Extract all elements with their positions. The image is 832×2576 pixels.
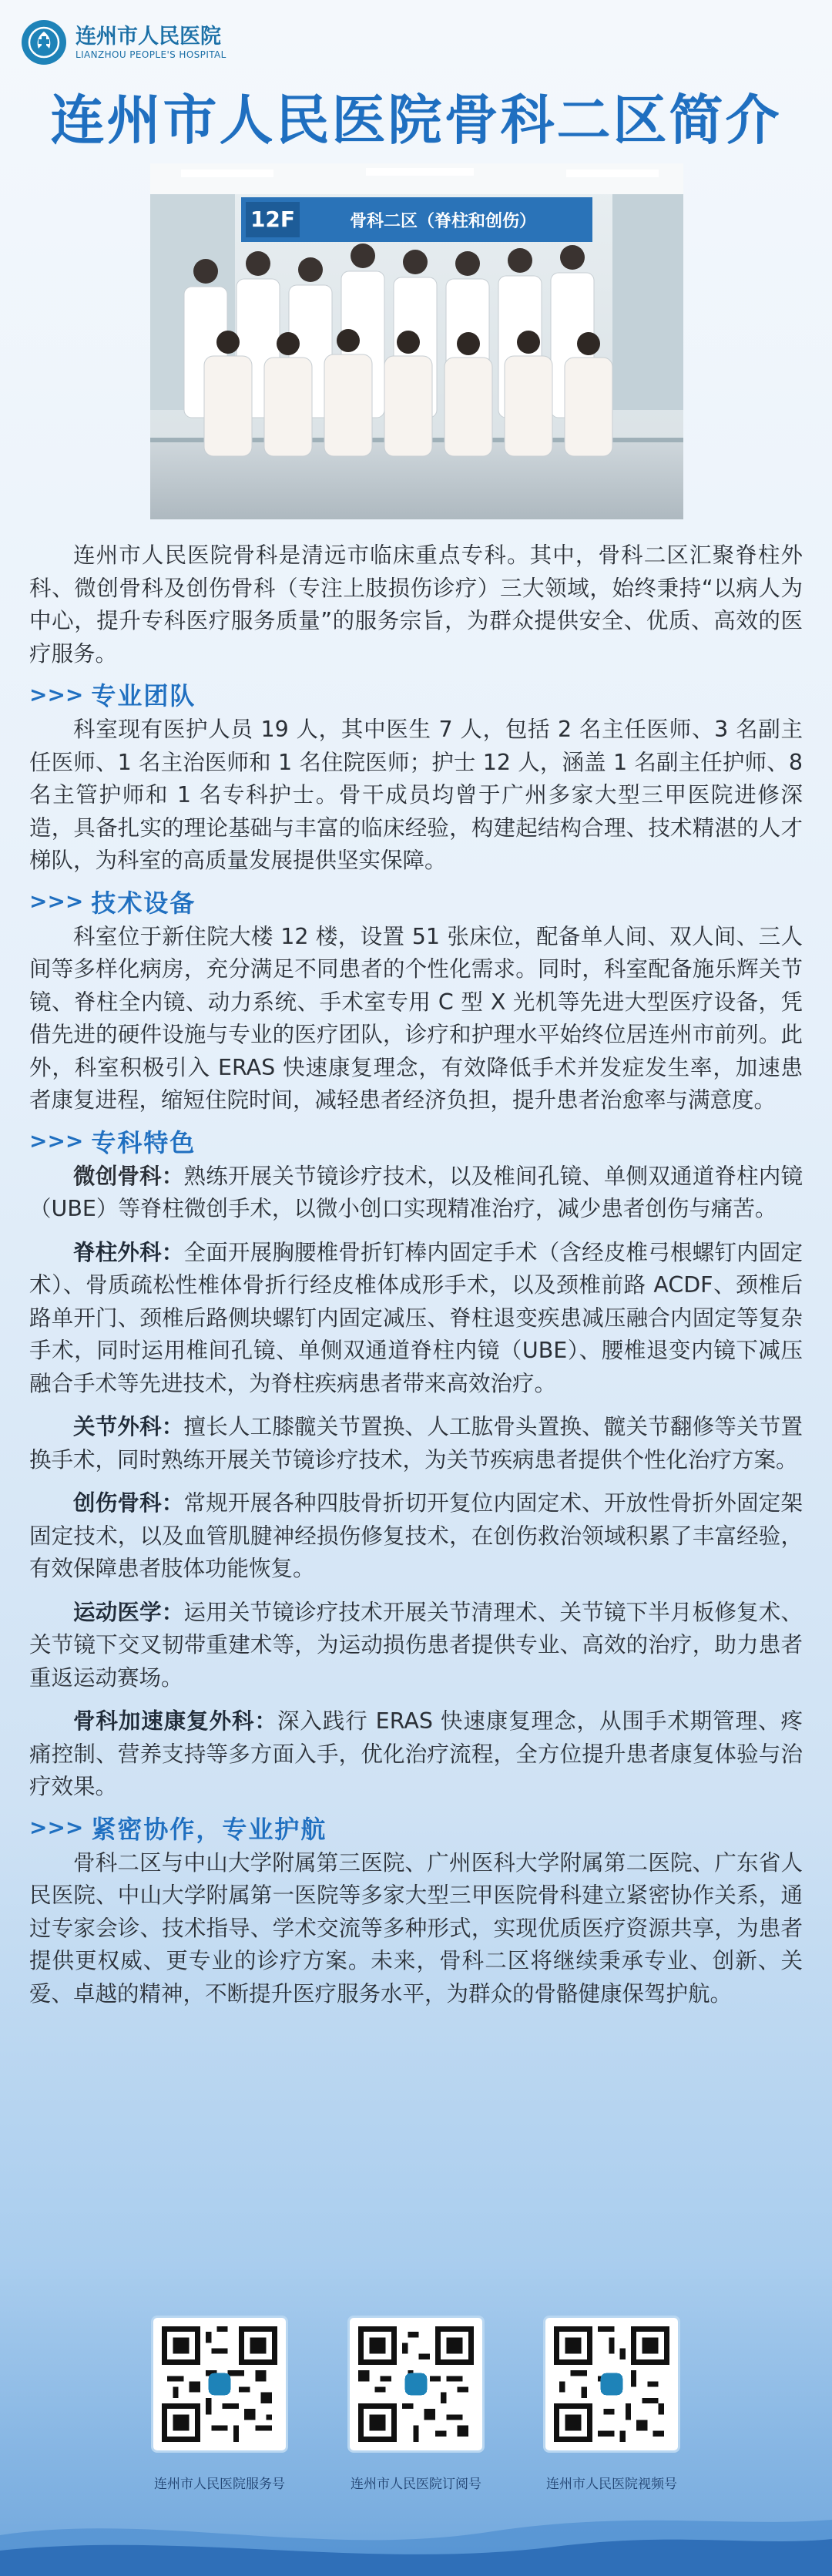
- page-title: 连州市人民医院骨科二区简介: [50, 89, 782, 152]
- section-title-team: 专业团队: [91, 681, 196, 710]
- section-header-specialty: [29, 1122, 803, 1160]
- hospital-logo-icon: [22, 20, 66, 65]
- qr-caption: 连州市人民医院服务号: [154, 2477, 285, 2492]
- equipment-paragraph: 科室位于新住院大楼 12 楼，设置 51 张床位，配备单人间、双人间、三人间等多样化病房，充分满足不同患者的个性化需求。同时，科室配备施乐辉关节镜、脊柱全内镜、动力系统、手术室专用 C 型 X 光机等先进大型医疗设备，凭借先进的硬件设施与专业的医疗团队，诊疗和护理水平始终位居连州市前列。此外，科室积极引入 ERAS 快速康复理念，有效降低手术并发症发生率，加速患者康复进程，缩短住院时间，减轻患者经济负担，提升患者治愈率与满意度。: [29, 923, 803, 1113]
- specialty-label: 骨科加速康复外科：: [73, 1708, 277, 1734]
- section-header-team: [29, 675, 803, 714]
- cooperation-paragraph: 骨科二区与中山大学附属第三医院、广州医科大学附属第二医院、广东省人民医院、中山大学附属第一医院等多家大型三甲医院骨科建立紧密协作关系，通过专家会诊、技术指导、学术交流等多种形式，实现优质医疗资源共享，为患者提供更权威、更专业的诊疗方案。未来，骨科二区将继续秉承专业、创新、关爱、卓越的精神，不断提升医疗服务水平，为群众的骨骼健康保驾护航。: [29, 1849, 803, 2007]
- logo-chinese-name: 连州市人民医院: [75, 25, 221, 49]
- section-arrow-icon: >>>: [29, 681, 84, 707]
- specialty-text: 熟练开展关节镜诊疗技术，以及椎间孔镜、单侧双通道脊柱内镜（UBE）等脊柱微创手术，以微小创口实现精准治疗，减少患者创伤与痛苦。: [29, 1163, 803, 1221]
- specialty-item: [29, 1160, 803, 1226]
- section-header-equipment: [29, 882, 803, 921]
- section-title-equipment: 技术设备: [91, 888, 196, 918]
- qr-caption: 连州市人民医院订阅号: [351, 2477, 481, 2492]
- qr-caption: 连州市人民医院视频号: [546, 2477, 677, 2492]
- specialty-item: [29, 1705, 803, 1804]
- ward-sign: 骨科二区（脊柱和创伤）: [349, 212, 537, 231]
- team-paragraph: 科室现有医护人员 19 人，其中医生 7 人，包括 2 名主任医师、3 名副主任医师、1 名主治医师和 1 名住院医师；护士 12 人，涵盖 1 名副主任护师、8 名主管护师和 1 名专科护士。骨干成员均曾于广州多家大型三甲医院进修深造，具备扎实的理论基础与丰富的临床经验，构建起结构合理、技术精湛的人才梯队，为科室的高质量发展提供坚实保障。: [29, 717, 803, 873]
- section-title-specialty: 专科特色: [91, 1127, 196, 1157]
- section-arrow-icon: >>>: [29, 1128, 84, 1154]
- specialty-text: 擅长人工膝髋关节置换、人工肱骨头置换、髋关节翻修等关节置换手术，同时熟练开展关节镜诊疗技术，为关节疾病患者提供个性化治疗方案。: [29, 1414, 803, 1473]
- logo-english-name: LIANZHOU PEOPLE'S HOSPITAL: [75, 49, 226, 60]
- section-arrow-icon: >>>: [29, 1815, 84, 1840]
- floor-sign: 12F: [250, 207, 296, 232]
- qr-code-icon[interactable]: [151, 2316, 288, 2453]
- main-content: [29, 539, 803, 2010]
- section-title-cooperation: 紧密协作，专业护航: [91, 1814, 327, 1844]
- section-arrow-icon: >>>: [29, 888, 84, 914]
- specialty-label: 微创骨科：: [73, 1163, 184, 1189]
- specialty-text: 深入践行 ERAS 快速康复理念，从围手术期管理、疼痛控制、营养支持等多方面入手，优化治疗流程，全方位提升患者康复体验与治疗效果。: [29, 1708, 803, 1799]
- specialty-label: 脊柱外科：: [73, 1239, 184, 1265]
- specialty-item: [29, 1411, 803, 1476]
- footer-wave: [0, 2504, 832, 2576]
- specialty-item: [29, 1237, 803, 1401]
- specialty-text: 运用关节镜诊疗技术开展关节清理术、关节镜下半月板修复术、关节镜下交叉韧带重建术等，为运动损伤患者提供专业、高效的治疗，助力患者重返运动赛场。: [29, 1599, 803, 1691]
- qr-code-icon[interactable]: [347, 2316, 485, 2453]
- intro-paragraph: 连州市人民医院骨科是清远市临床重点专科。其中，骨科二区汇聚脊柱外科、微创骨科及创伤骨科（专注上肢损伤诊疗）三大领域，始终秉持“以病人为中心，提升专科医疗服务质量”的服务宗旨，为群众提供安全、优质、高效的医疗服务。: [29, 542, 803, 667]
- specialty-item: [29, 1487, 803, 1586]
- specialty-label: 关节外科：: [73, 1414, 184, 1439]
- specialty-text: 常规开展各种四肢骨折切开复位内固定术、开放性骨折外固定架固定技术，以及血管肌腱神经损伤修复技术，在创伤救治领域积累了丰富经验，有效保障患者肢体功能恢复。: [29, 1490, 803, 1581]
- qr-code-icon[interactable]: [543, 2316, 680, 2453]
- hospital-logo: [22, 20, 226, 65]
- specialty-label: 创伤骨科：: [73, 1490, 184, 1516]
- specialty-item: [29, 1597, 803, 1695]
- specialty-label: 运动医学：: [73, 1599, 184, 1625]
- team-photo: [150, 163, 683, 519]
- specialty-text: 全面开展胸腰椎骨折钉棒内固定手术（含经皮椎弓根螺钉内固定术）、骨质疏松性椎体骨折行经皮椎体成形手术，以及颈椎前路 ACDF、颈椎后路单开门、颈椎后路侧块螺钉内固定减压、脊柱退变疾患减压融合内固定等复杂手术，同时运用椎间孔镜、单侧双通道脊柱内镜（UBE）、腰椎退变内镜下减压融合手术等先进技术，为脊柱疾病患者带来高效治疗。: [29, 1239, 803, 1396]
- section-header-cooperation: [29, 1809, 803, 1847]
